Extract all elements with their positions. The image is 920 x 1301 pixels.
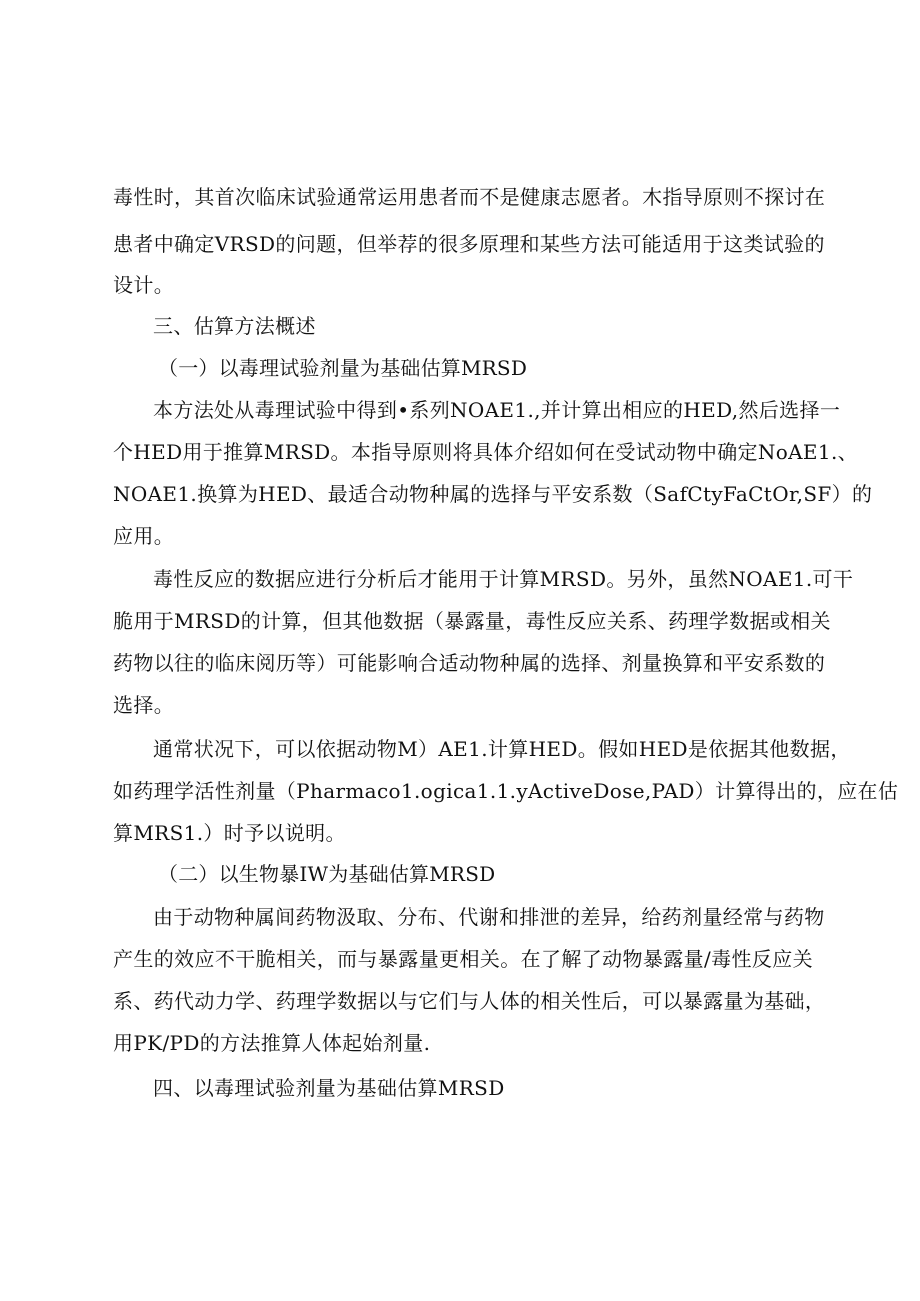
paragraph-line: 算MRS1.）时予以说明。 (113, 821, 346, 845)
paragraph-line: 产生的效应不干脆相关，而与暴露量更相关。在了解了动物暴露量/毒性反应关 (113, 947, 813, 971)
paragraph-line: 脆用于MRSD的计算，但其他数据（暴露量，毒性反应关系、药理学数据或相关 (113, 609, 831, 633)
subsection-heading: （二）以生物暴IW为基础估算MRSD (158, 862, 496, 886)
paragraph-line: 通常状况下，可以依据动物M）AE1.计算HED。假如HED是依据其他数据， (153, 737, 851, 761)
paragraph-line: 本方法处从毒理试验中得到•系列NOAE1.,并计算出相应的HED,然后选择一 (153, 398, 841, 422)
paragraph-line: 系、药代动力学、药理学数据以与它们与人体的相关性后，可以暴露量为基础， (113, 989, 826, 1013)
paragraph-line: 如药理学活性剂量（Pharmaco1.ogica1.1.yActiveDose,PAD）计算得出的，应在估 (113, 779, 899, 803)
paragraph-line: 患者中确定VRSD的问题，但举荐的很多原理和某些方法可能适用于这类试验的 (113, 232, 825, 256)
paragraph-line: 毒性反应的数据应进行分析后才能用于计算MRSD。另外，虽然NOAE1.可干 (153, 567, 854, 591)
paragraph-line: 毒性时，其首次临床试验通常运用患者而不是健康志愿者。木指导原则不探讨在 (113, 185, 826, 209)
paragraph-line: 设计。 (113, 273, 175, 297)
section-heading: 三、估算方法概述 (153, 314, 316, 338)
paragraph-line: 药物以往的临床阅历等）可能影响合适动物种属的选择、剂量换算和平安系数的 (113, 651, 826, 675)
paragraph-line: 个HED用于推算MRSD。本指导原则将具体介绍如何在受试动物中确定NoAE1.、 (113, 440, 859, 464)
paragraph-line: 由于动物种属间药物汲取、分布、代谢和排泄的差异，给药剂量经常与药物 (153, 905, 825, 929)
paragraph-line: NOAE1.换算为HED、最适合动物种属的选择与平安系数（SafCtyFaCtOr,SF）的 (113, 482, 873, 506)
paragraph-line: 用PK/PD的方法推算人体起始剂量. (113, 1031, 431, 1055)
paragraph-line: 应用。 (113, 524, 175, 548)
paragraph-line: 选择。 (113, 693, 175, 717)
section-heading: 四、以毒理试验剂量为基础估算MRSD (153, 1076, 505, 1100)
subsection-heading: （一）以毒理试验剂量为基础估算MRSD (158, 356, 528, 380)
